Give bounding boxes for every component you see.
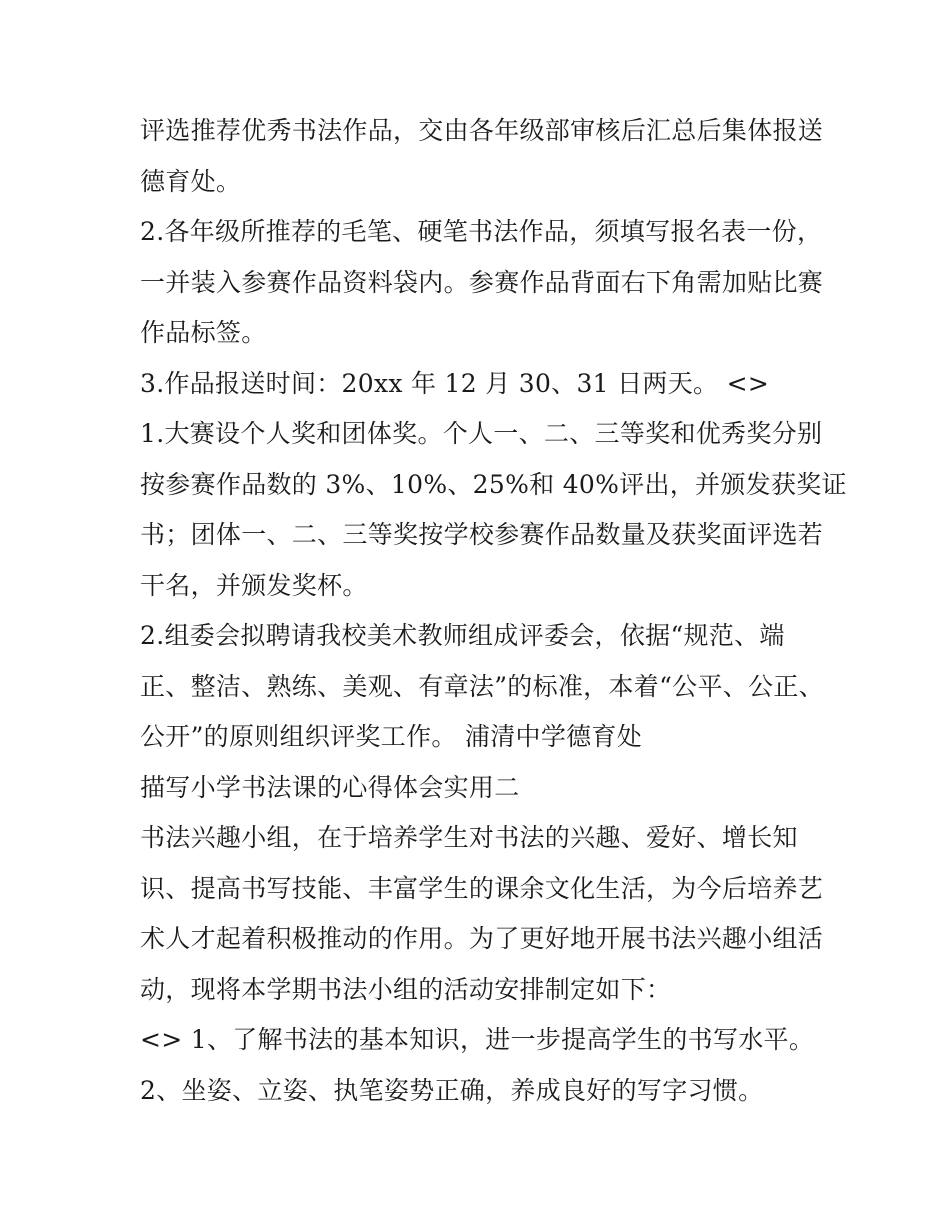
text-line: 书；团体一、二、三等奖按学校参赛作品数量及获奖面评选若 xyxy=(140,520,824,549)
text-line: 3.作品报送时间：20xx 年 12 月 30、31 日两天。 <> xyxy=(140,368,770,398)
text-line: 1.大赛设个人奖和团体奖。个人一、二、三等奖和优秀奖分别 xyxy=(140,419,823,448)
text-line: 2.组委会拟聘请我校美术教师组成评委会，依据“规范、端 xyxy=(140,621,785,650)
text-line: 动，现将本学期书法小组的活动安排制定如下： xyxy=(140,974,672,1004)
document-body xyxy=(140,106,847,1116)
text-line: 识、提高书写技能、丰富学生的课余文化生活，为今后培养艺 xyxy=(140,873,824,903)
text-line: <> 1、了解书法的基本知识，进一步提高学生的书写水平。 xyxy=(140,1025,815,1054)
text-line: 评选推荐优秀书法作品，交由各年级部审核后汇总后集体报送 xyxy=(140,116,824,145)
text-line: 按参赛作品数的 3%、10%、25%和 40%评出，并颁发获奖证 xyxy=(140,469,847,499)
text-line: 正、整洁、熟练、美观、有章法”的标准，本着“公平、公正、 xyxy=(140,671,824,701)
text-line: 公开”的原则组织评奖工作。 浦清中学德育处 xyxy=(140,722,643,751)
section-heading: 描写小学书法课的心得体会实用二 xyxy=(140,772,520,802)
text-line: 2、坐姿、立姿、执笔姿势正确，养成良好的写字习惯。 xyxy=(140,1075,764,1105)
text-line: 2.各年级所推荐的毛笔、硬笔书法作品，须填写报名表一份， xyxy=(140,217,823,246)
text-line: 一并装入参赛作品资料袋内。参赛作品背面右下角需加贴比赛 xyxy=(140,267,824,297)
text-line: 干名，并颁发奖杯。 xyxy=(140,570,368,600)
text-line: 德育处。 xyxy=(140,166,242,196)
text-line: 作品标签。 xyxy=(140,318,267,347)
text-line: 术人才起着积极推动的作用。为了更好地开展书法兴趣小组活 xyxy=(140,924,824,953)
text-line: 书法兴趣小组，在于培养学生对书法的兴趣、爱好、增长知 xyxy=(140,823,798,852)
